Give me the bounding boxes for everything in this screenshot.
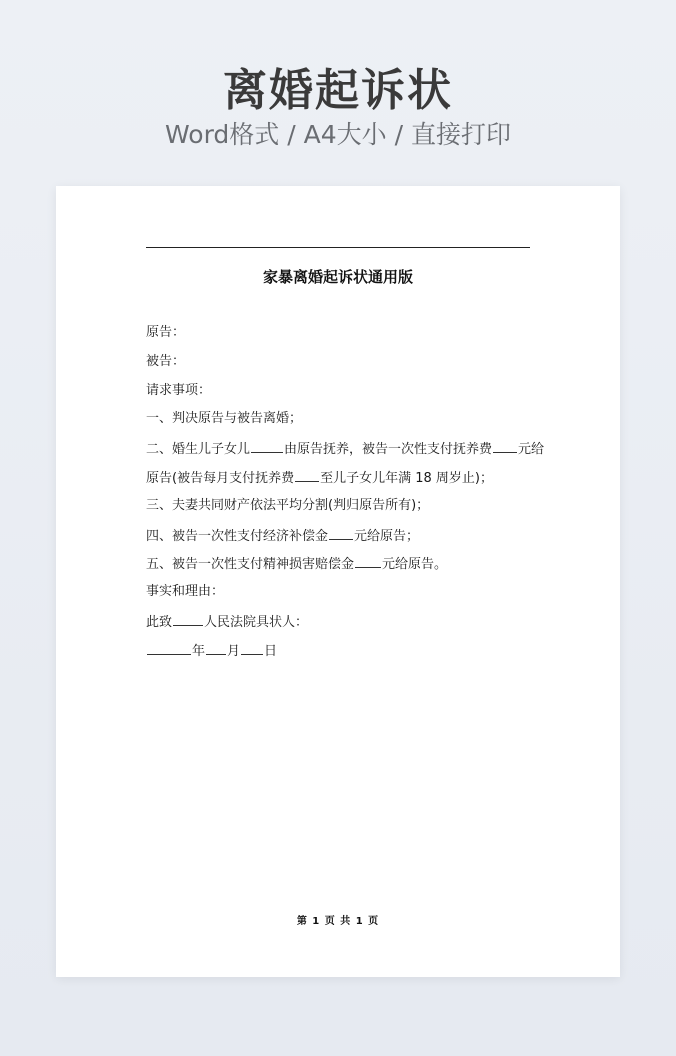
date-year-label: 年 (192, 644, 206, 659)
banner-subtitle: Word格式 / A4大小 / 直接打印 (165, 120, 511, 149)
claim-item-1-text: 一、判决原告与被告离婚； (146, 411, 303, 426)
blank-field (206, 641, 226, 655)
plaintiff-label: 原告： (146, 325, 186, 340)
claim-item-5-part-a: 五、被告一次性支付精神损害赔偿金 (146, 557, 355, 572)
closing-part-b: 人民法院具状人： (204, 615, 309, 630)
blank-field (493, 439, 517, 453)
blank-field (295, 468, 319, 482)
document-page (56, 186, 620, 977)
claim-item-2-continued (146, 468, 493, 488)
defendant-line (146, 353, 185, 371)
claim-item-2-cont-a: 原告(被告每月支付抚养费 (146, 471, 295, 486)
claim-item-2-part-c: 元给 (518, 442, 545, 457)
header-rule (146, 247, 530, 248)
blank-field (241, 641, 263, 655)
document-title: 家暴离婚起诉状通用版 (262, 268, 413, 286)
date-month-label: 月 (227, 644, 241, 659)
plaintiff-line (146, 324, 185, 342)
claim-item-5 (146, 554, 447, 574)
claim-item-3-text: 三、夫妻共同财产依法平均分割(判归原告所有)； (146, 498, 430, 513)
facts-heading (146, 583, 224, 601)
blank-field (147, 641, 191, 655)
claim-item-5-part-b: 元给原告。 (382, 557, 448, 572)
claim-item-4-part-a: 四、被告一次性支付经济补偿金 (146, 529, 329, 544)
defendant-label: 被告： (146, 354, 186, 369)
banner-title: 离婚起诉状 (223, 65, 453, 116)
claim-item-3 (146, 497, 429, 515)
date-day-label: 日 (264, 644, 278, 659)
claims-heading (146, 382, 211, 400)
claim-item-1 (146, 410, 302, 428)
page-footer: 第 1 页 共 1 页 (296, 916, 380, 927)
closing-part-a: 此致 (146, 615, 173, 630)
facts-heading-text: 事实和理由： (146, 584, 225, 599)
claims-heading-text: 请求事项： (146, 383, 212, 398)
closing-line (146, 612, 308, 632)
blank-field (329, 526, 353, 540)
claim-item-4 (146, 526, 419, 546)
blank-field (173, 612, 203, 626)
claim-item-2 (146, 439, 544, 459)
claim-item-4-part-b: 元给原告； (354, 529, 420, 544)
claim-item-2-part-b: 由原告抚养，被告一次性支付抚养费 (284, 442, 493, 457)
claim-item-2-cont-b: 至儿子女儿年满 18 周岁止)； (320, 471, 493, 486)
date-line (146, 641, 277, 661)
blank-field (355, 554, 381, 568)
claim-item-2-part-a: 二、婚生儿子女儿 (146, 442, 251, 457)
blank-field (251, 439, 283, 453)
